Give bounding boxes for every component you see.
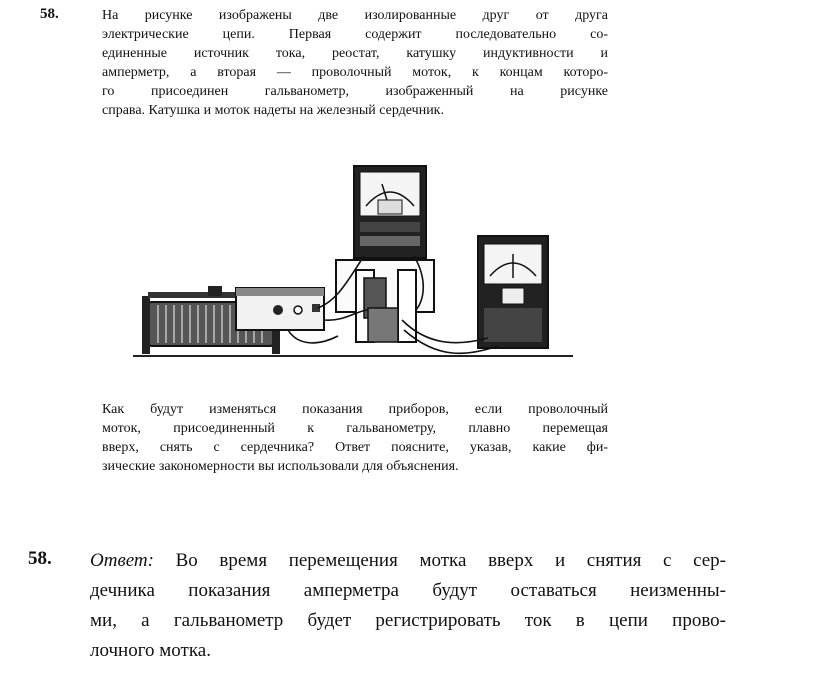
question-followup-text	[102, 400, 608, 476]
answer-line: дечника показания амперметра будут оставаться неизменны-	[90, 580, 726, 601]
followup-line: моток, присоединенный к гальванометру, плавно перемещая	[102, 421, 608, 436]
answer-line: ми, а гальванометр будет регистрировать ток в цепи прово-	[90, 610, 726, 631]
answer-label: Ответ:	[90, 550, 154, 571]
answer-text	[90, 546, 726, 666]
ammeter-illustration	[354, 166, 426, 258]
answer-line-text: Во время перемещения мотка вверх и снятия с сер-	[175, 550, 727, 571]
answer-line	[90, 546, 726, 576]
question-line: На рисунке изображены две изолированные друг от друга	[102, 8, 608, 23]
circuit-photo-figure	[128, 160, 578, 375]
power-source-illustration	[236, 288, 324, 330]
answer-number: 58.	[28, 548, 52, 569]
iron-core-with-coils-illustration	[336, 260, 434, 342]
question-line: единенные источник тока, реостат, катушку индуктивности и	[102, 46, 608, 61]
answer-line: лочного мотка.	[90, 640, 211, 661]
question-text	[102, 6, 608, 120]
galvanometer-illustration	[478, 236, 548, 348]
followup-line: вверх, снять с сердечника? Ответ поясните, указав, какие фи-	[102, 440, 608, 455]
question-line: амперметр, а вторая — проволочный моток, к концам которо-	[102, 65, 608, 80]
question-line: электрические цепи. Первая содержит последовательно со-	[102, 27, 608, 42]
question-number: 58.	[40, 6, 59, 22]
followup-line: зические закономерности вы использовали для объяснения.	[102, 459, 459, 474]
question-line: го присоединен гальванометр, изображенный на рисунке	[102, 84, 608, 99]
followup-line: Как будут изменяться показания приборов, если проволочный	[102, 402, 608, 417]
question-line: справа. Катушка и моток надеты на железный сердечник.	[102, 103, 444, 118]
